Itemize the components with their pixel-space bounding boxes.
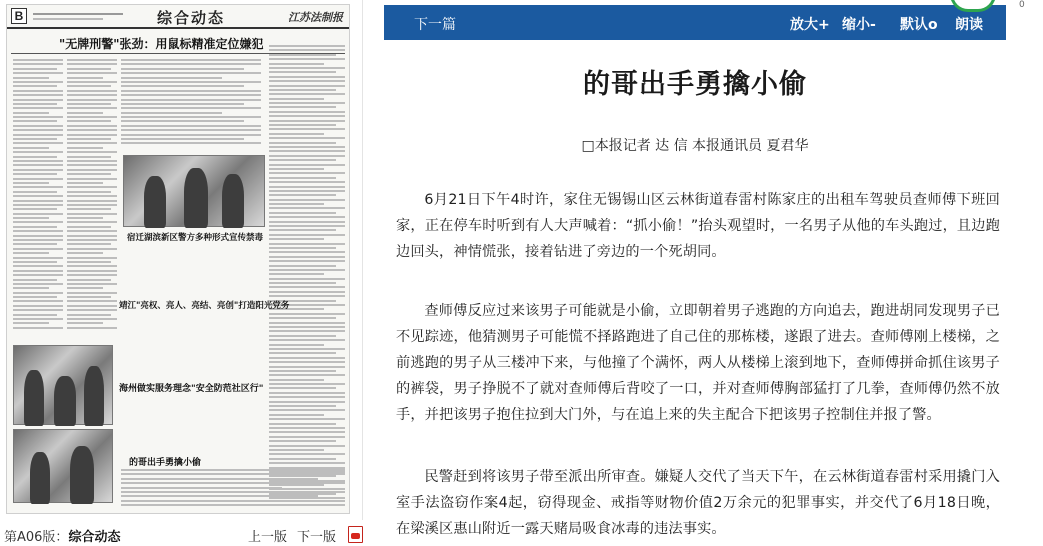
thumb-text-line xyxy=(269,216,345,218)
thumb-text-line xyxy=(269,251,345,253)
thumb-text-line xyxy=(67,85,111,87)
thumb-text-line xyxy=(121,500,345,502)
thumb-text-line xyxy=(269,207,345,209)
thumb-text-line xyxy=(13,296,57,298)
next-article-link[interactable]: 下一篇 xyxy=(414,17,456,33)
thumb-column xyxy=(121,469,345,509)
thumb-text-line xyxy=(67,59,117,61)
thumb-text-line xyxy=(121,487,282,489)
prev-edition-link[interactable]: 上一版 xyxy=(248,530,288,545)
thumb-text-line xyxy=(269,111,345,113)
thumb-text-line xyxy=(67,270,117,272)
thumb-text-line xyxy=(13,261,57,263)
thumb-text-line xyxy=(67,116,117,118)
thumb-text-line xyxy=(269,76,345,78)
thumb-text-line xyxy=(13,322,49,324)
thumb-text-line xyxy=(269,361,345,363)
thumb-photo xyxy=(13,429,113,503)
thumb-text-line xyxy=(13,151,63,153)
thumb-text-line xyxy=(13,182,49,184)
page-meta-line xyxy=(33,18,103,20)
thumb-text-line xyxy=(269,54,336,56)
thumb-text-line xyxy=(269,436,345,438)
thumb-text-line xyxy=(269,256,345,258)
thumb-text-line xyxy=(13,169,63,171)
thumb-text-line xyxy=(269,330,345,332)
thumb-text-line xyxy=(67,257,117,259)
thumb-text-line xyxy=(269,190,345,192)
thumb-text-line xyxy=(67,99,117,101)
thumb-text-line xyxy=(67,120,111,122)
thumb-text-line xyxy=(67,186,117,188)
thumb-text-line xyxy=(13,235,63,237)
thumb-text-line xyxy=(13,270,63,272)
thumb-text-line xyxy=(121,85,244,87)
thumb-text-line xyxy=(121,103,244,105)
thumb-text-line xyxy=(13,208,57,210)
thumb-text-line xyxy=(269,212,336,214)
thumb-text-line xyxy=(269,133,324,135)
thumb-text-line xyxy=(269,462,345,464)
thumb-text-line xyxy=(13,129,63,131)
thumb-text-line xyxy=(13,314,57,316)
thumb-text-line xyxy=(13,134,63,136)
thumb-text-line xyxy=(121,491,345,493)
thumb-text-line xyxy=(269,383,345,385)
page-thumbnail[interactable] xyxy=(0,0,363,520)
thumb-text-line xyxy=(13,327,63,329)
thumb-text-line xyxy=(269,155,345,157)
thumb-text-line xyxy=(13,68,57,70)
thumb-text-line xyxy=(67,248,117,250)
thumb-text-line xyxy=(67,305,117,307)
thumb-text-line xyxy=(269,85,345,87)
thumb-text-line xyxy=(269,387,336,389)
thumb-text-line xyxy=(269,186,345,188)
thumb-text-line xyxy=(67,230,117,232)
thumb-text-line xyxy=(269,172,345,174)
thumb-text-line xyxy=(67,103,111,105)
thumb-text-line xyxy=(121,134,261,136)
thumb-text-line xyxy=(67,287,103,289)
thumb-text-line xyxy=(269,199,345,201)
article-byline: □本报记者 达 信 本报通讯员 夏君华 xyxy=(581,138,809,154)
thumb-text-line xyxy=(67,296,111,298)
thumb-text-line xyxy=(121,68,244,70)
thumb-text-line xyxy=(13,204,63,206)
thumb-text-line xyxy=(67,147,103,149)
thumb-text-line xyxy=(13,300,63,302)
thumb-text-line xyxy=(121,120,244,122)
thumb-text-line xyxy=(269,260,345,262)
thumb-text-line xyxy=(269,150,345,152)
thumb-text-line xyxy=(13,243,57,245)
thumb-text-line xyxy=(67,191,111,193)
thumb-text-line xyxy=(269,45,345,47)
thumb-text-line xyxy=(67,107,117,109)
thumb-text-line xyxy=(121,77,222,79)
thumb-text-line xyxy=(121,59,261,61)
thumb-text-line xyxy=(269,265,336,267)
thumb-text-line xyxy=(269,146,345,148)
thumb-text-line xyxy=(67,226,111,228)
thumb-text-line xyxy=(121,142,261,144)
thumb-text-line xyxy=(13,160,63,162)
thumb-text-line xyxy=(13,292,63,294)
thumb-text-line xyxy=(13,217,49,219)
article-title: 的哥出手勇擒小偷 xyxy=(583,69,807,100)
thumb-text-line xyxy=(121,478,318,480)
edition-label: 第A06版：综合动态 xyxy=(4,530,121,545)
thumb-text-line xyxy=(121,63,261,65)
read-aloud-button[interactable]: 朗读 xyxy=(955,17,983,33)
thumb-text-line xyxy=(269,120,345,122)
thumb-text-line xyxy=(121,482,345,484)
thumb-text-line xyxy=(67,318,117,320)
thumb-text-line xyxy=(13,178,63,180)
thumb-text-line xyxy=(13,186,63,188)
thumb-text-line xyxy=(67,173,111,175)
widget-badge: 0 xyxy=(1019,0,1025,10)
thumb-photo xyxy=(123,155,265,227)
thumb-text-line xyxy=(269,221,345,223)
thumb-text-line xyxy=(269,458,336,460)
thumb-text-line xyxy=(67,200,117,202)
thumb-text-line xyxy=(13,120,57,122)
thumb-text-line xyxy=(67,208,111,210)
thumb-text-line xyxy=(67,314,111,316)
thumb-column xyxy=(121,59,261,147)
thumb-text-line xyxy=(67,72,117,74)
pdf-download-icon[interactable] xyxy=(348,526,363,543)
thumb-text-line xyxy=(121,81,261,83)
thumb-text-line xyxy=(13,265,63,267)
thumb-text-line xyxy=(269,414,324,416)
thumb-text-line xyxy=(269,63,324,65)
article-paragraph: 民警赶到将该男子带至派出所审查。嫌疑人交代了当天下午，在云林街道春雷村采用撬门入室手法盗窃作案4起，窃得现金、戒指等财物价值2万余元的犯罪事实，并交代了6月18日晚，在梁溪区惠山附近一露天赌局吸食冰毒的违法事实。 xyxy=(396,469,1000,537)
thumb-text-line xyxy=(67,178,117,180)
thumb-headline-2[interactable]: 宿迁湖滨新区警方多种形式宣传禁毒 xyxy=(127,233,264,243)
thumb-text-line xyxy=(67,204,117,206)
thumb-text-line xyxy=(121,99,261,101)
thumb-text-line xyxy=(13,257,63,259)
thumb-text-line xyxy=(67,195,117,197)
thumb-column xyxy=(67,59,117,331)
thumb-text-line xyxy=(13,200,63,202)
thumb-text-line xyxy=(269,89,336,91)
thumb-text-line xyxy=(269,282,336,284)
thumb-text-line xyxy=(67,239,117,241)
thumb-text-line xyxy=(13,221,63,223)
thumb-text-line xyxy=(13,195,63,197)
thumb-text-line xyxy=(121,116,261,118)
thumb-text-line xyxy=(121,90,261,92)
thumb-text-line xyxy=(269,449,324,451)
thumb-text-line xyxy=(269,234,345,236)
thumb-text-line xyxy=(269,405,336,407)
thumb-text-line xyxy=(13,147,49,149)
thumb-text-line xyxy=(269,366,345,368)
thumb-text-line xyxy=(67,142,117,144)
thumb-text-line xyxy=(13,309,63,311)
thumb-text-line xyxy=(13,63,63,65)
thumb-column xyxy=(269,45,345,502)
thumb-text-line xyxy=(13,125,63,127)
thumb-text-line xyxy=(269,247,336,249)
thumb-text-line xyxy=(67,252,103,254)
thumb-text-line xyxy=(67,327,117,329)
page-navigation xyxy=(0,522,370,546)
thumb-text-line xyxy=(269,269,345,271)
thumb-text-line xyxy=(121,138,244,140)
thumb-text-line xyxy=(121,112,222,114)
thumb-text-line xyxy=(13,305,63,307)
thumb-text-line xyxy=(13,142,63,144)
thumb-text-line xyxy=(121,469,345,471)
thumb-text-line xyxy=(269,243,345,245)
thumb-text-line xyxy=(269,317,336,319)
thumb-text-line xyxy=(67,134,117,136)
article-toolbar xyxy=(384,5,1006,40)
thumb-text-line xyxy=(13,81,63,83)
thumb-text-line xyxy=(13,59,63,61)
thumb-text-line xyxy=(269,326,345,328)
thumb-text-line xyxy=(67,283,117,285)
thumb-text-line xyxy=(269,440,336,442)
thumb-text-line xyxy=(67,213,117,215)
thumb-text-line xyxy=(67,90,117,92)
thumb-text-line xyxy=(269,352,336,354)
thumb-text-line xyxy=(269,177,336,179)
thumb-text-line xyxy=(269,137,345,139)
thumb-text-line xyxy=(13,116,63,118)
thumb-text-line xyxy=(269,445,345,447)
thumb-text-line xyxy=(13,283,63,285)
thumb-text-line xyxy=(269,401,345,403)
thumb-text-line xyxy=(67,243,111,245)
thumb-text-line xyxy=(67,217,103,219)
zoom-in-button[interactable]: 放大+ xyxy=(790,17,830,33)
thumb-text-line xyxy=(13,112,49,114)
thumb-text-line xyxy=(13,103,57,105)
page-letter: B xyxy=(11,8,27,24)
newspaper-page-image[interactable] xyxy=(6,4,350,514)
thumb-text-line xyxy=(67,68,111,70)
thumb-text-line xyxy=(67,274,117,276)
thumb-text-line xyxy=(121,504,345,506)
thumb-text-line xyxy=(269,344,324,346)
thumb-photo xyxy=(13,345,113,425)
thumb-text-line xyxy=(269,418,345,420)
thumb-text-line xyxy=(269,67,345,69)
thumb-text-line xyxy=(121,94,261,96)
thumb-text-line xyxy=(269,164,345,166)
thumb-text-line xyxy=(67,235,117,237)
thumb-text-line xyxy=(269,357,345,359)
thumb-text-line xyxy=(269,322,345,324)
thumb-text-line xyxy=(269,427,345,429)
thumb-text-line xyxy=(269,102,345,104)
thumb-text-line xyxy=(13,72,63,74)
thumb-text-line xyxy=(121,107,261,109)
thumb-text-line xyxy=(269,431,345,433)
thumb-text-line xyxy=(269,392,345,394)
thumb-text-line xyxy=(67,94,117,96)
thumb-text-line xyxy=(67,309,117,311)
thumb-headline-main[interactable]: "无牌刑警"张劲：用鼠标精准定位嫌犯 xyxy=(59,37,264,51)
thumb-text-line xyxy=(67,129,117,131)
thumb-text-line xyxy=(67,182,103,184)
thumb-text-line xyxy=(121,125,261,127)
thumb-text-line xyxy=(269,238,324,240)
thumb-text-line xyxy=(13,274,63,276)
thumb-text-line xyxy=(269,80,345,82)
thumb-text-line xyxy=(269,194,336,196)
thumb-text-line xyxy=(269,286,345,288)
thumb-text-line xyxy=(67,138,111,140)
thumb-text-line xyxy=(121,72,261,74)
thumb-text-line xyxy=(13,77,49,79)
thumb-text-line xyxy=(269,423,336,425)
thumb-text-line xyxy=(269,229,336,231)
thumb-text-line xyxy=(269,370,336,372)
page-meta-line xyxy=(33,13,123,15)
thumb-text-line xyxy=(13,252,49,254)
thumb-text-line xyxy=(13,85,57,87)
thumb-text-line xyxy=(269,98,324,100)
thumb-text-line xyxy=(269,168,324,170)
thumb-text-line xyxy=(269,58,345,60)
thumb-text-line xyxy=(121,129,261,131)
thumb-text-line xyxy=(67,265,117,267)
thumb-text-line xyxy=(67,160,117,162)
thumb-text-line xyxy=(269,124,336,126)
thumb-text-line xyxy=(67,261,111,263)
thumb-text-line xyxy=(269,291,345,293)
thumb-text-line xyxy=(13,248,63,250)
thumb-text-line xyxy=(67,300,117,302)
thumb-text-line xyxy=(269,335,336,337)
thumb-text-line xyxy=(269,295,345,297)
thumb-text-line xyxy=(67,164,117,166)
thumb-text-line xyxy=(269,225,345,227)
thumb-text-line xyxy=(67,112,103,114)
thumb-text-line xyxy=(67,125,117,127)
thumb-text-line xyxy=(67,169,117,171)
page-section-title: 综合动态 xyxy=(157,9,226,27)
thumb-text-line xyxy=(13,138,57,140)
page-masthead: 江苏法制报 xyxy=(288,11,343,24)
thumb-text-line xyxy=(67,292,117,294)
thumb-text-line xyxy=(269,106,336,108)
thumb-text-line xyxy=(67,77,103,79)
thumb-text-line xyxy=(13,99,63,101)
thumb-text-line xyxy=(67,156,111,158)
thumb-text-line xyxy=(269,159,336,161)
thumb-text-line xyxy=(269,409,345,411)
thumb-text-line xyxy=(269,273,324,275)
thumb-text-line xyxy=(13,226,57,228)
thumb-text-line xyxy=(67,63,117,65)
thumb-text-line xyxy=(269,71,336,73)
thumb-text-line xyxy=(13,230,63,232)
thumb-headline-4[interactable]: 海州做实服务理念"安全防范社区行" xyxy=(119,384,264,394)
article-paragraph: 6月21日下午4时许，家住无锡锡山区云林街道春雷村陈家庄的出租车驾驶员查师傅下班回家，正在停车时听到有人大声喊着：“抓小偷！”抬头观望时，一名男子从他的车头跑过，且边跑边回头，神情慌张，接着钻进了旁边的一个死胡同。 xyxy=(396,192,1000,260)
thumb-text-line xyxy=(269,374,345,376)
thumb-text-line xyxy=(13,173,57,175)
thumb-text-line xyxy=(13,239,63,241)
article-paragraph: 查师傅反应过来该男子可能就是小偷，立即朝着男子逃跑的方向追去，跑进胡同发现男子已不见踪迹，他猜测男子可能慌不择路跑进了自己住的那栋楼，遂跟了进去。查师傅刚上楼梯，之前逃跑的男子从三楼冲下来，与他撞了个满怀，两人从楼梯上滚到地下，查师傅拼命抓住该男子的裤袋，男子挣脱不了就对查师傅后背咬了一口，并对查师傅胸部猛打了几拳，查师傅仍然不放手，并把该男子抱住拉到大门外，与在追上来的失主配合下把该男子控制住并报了警。 xyxy=(396,303,1000,423)
thumb-text-line xyxy=(269,181,345,183)
thumb-headline-5[interactable]: 的哥出手勇擒小偷 xyxy=(129,458,202,468)
thumb-text-line xyxy=(121,495,318,497)
next-edition-link[interactable]: 下一版 xyxy=(297,530,337,545)
thumb-text-line xyxy=(67,151,117,153)
thumb-text-line xyxy=(269,379,324,381)
thumb-text-line xyxy=(13,287,49,289)
thumb-text-line xyxy=(13,191,57,193)
thumb-text-line xyxy=(13,164,63,166)
thumb-text-line xyxy=(13,107,63,109)
page-header-bar xyxy=(7,5,349,29)
thumb-text-line xyxy=(269,203,324,205)
thumb-text-line xyxy=(13,156,57,158)
zoom-out-button[interactable]: 缩小- xyxy=(842,17,876,33)
thumb-text-line xyxy=(269,49,345,51)
thumb-text-line xyxy=(67,81,117,83)
thumb-text-line xyxy=(13,94,63,96)
thumb-text-line xyxy=(269,348,345,350)
thumb-text-line xyxy=(269,128,345,130)
default-size-button[interactable]: 默认o xyxy=(900,17,938,33)
thumb-text-line xyxy=(269,396,345,398)
thumb-column xyxy=(13,59,63,331)
thumb-text-line xyxy=(269,278,345,280)
thumb-text-line xyxy=(13,318,63,320)
thumb-text-line xyxy=(67,322,103,324)
thumb-text-line xyxy=(269,115,345,117)
thumb-text-line xyxy=(269,142,336,144)
thumb-text-line xyxy=(269,339,345,341)
thumb-text-line xyxy=(13,279,57,281)
thumb-text-line xyxy=(269,93,345,95)
thumb-headline-3[interactable]: 靖江"亮权、亮人、亮结、亮创"打造阳光党务 xyxy=(119,301,290,311)
thumb-text-line xyxy=(13,213,63,215)
thumb-text-line xyxy=(269,313,345,315)
thumb-text-line xyxy=(67,279,111,281)
thumb-text-line xyxy=(13,90,63,92)
thumb-text-line xyxy=(269,453,345,455)
thumb-text-line xyxy=(67,221,117,223)
thumb-text-line xyxy=(121,473,345,475)
